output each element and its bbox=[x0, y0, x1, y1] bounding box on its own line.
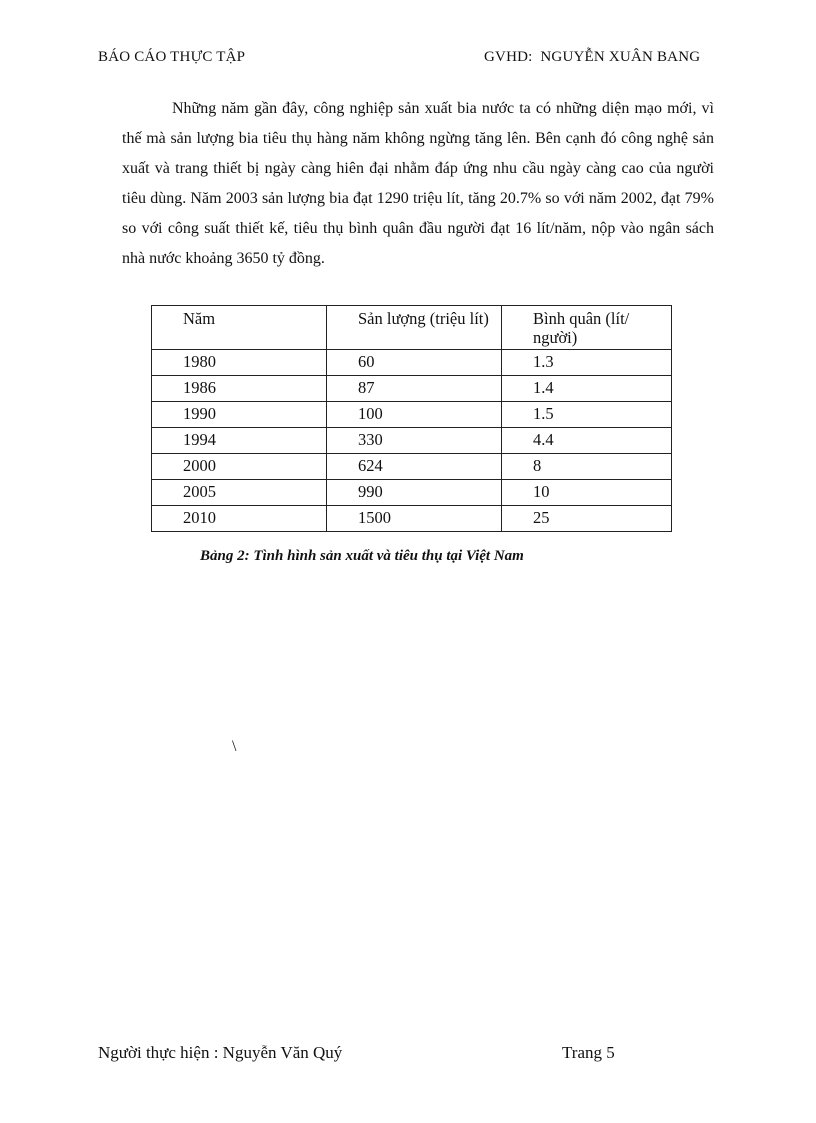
cell-output: 624 bbox=[327, 454, 502, 480]
cell-per-capita: 4.4 bbox=[502, 428, 672, 454]
table-row bbox=[152, 402, 672, 428]
cell-per-capita: 1.5 bbox=[502, 402, 672, 428]
cell-per-capita: 8 bbox=[502, 454, 672, 480]
cell-year: 1994 bbox=[152, 428, 327, 454]
cell-per-capita: 25 bbox=[502, 506, 672, 532]
cell-output: 990 bbox=[327, 480, 502, 506]
table-row bbox=[152, 376, 672, 402]
cell-year: 2005 bbox=[152, 480, 327, 506]
beer-production-table bbox=[151, 305, 672, 532]
cell-output: 87 bbox=[327, 376, 502, 402]
cell-year: 2000 bbox=[152, 454, 327, 480]
cell-year: 2010 bbox=[152, 506, 327, 532]
cell-per-capita: 1.4 bbox=[502, 376, 672, 402]
header-cell-output: Sản lượng (triệu lít) bbox=[327, 306, 502, 350]
table-row bbox=[152, 428, 672, 454]
table-row bbox=[152, 350, 672, 376]
cell-year: 1980 bbox=[152, 350, 327, 376]
cell-per-capita: 1.3 bbox=[502, 350, 672, 376]
table-row bbox=[152, 454, 672, 480]
cell-per-capita: 10 bbox=[502, 480, 672, 506]
table-row bbox=[152, 506, 672, 532]
footer-page-number: Trang 5 bbox=[562, 1043, 615, 1062]
stray-backslash-mark: \ bbox=[232, 738, 237, 755]
footer-author: Người thực hiện : Nguyễn Văn Quý bbox=[98, 1043, 343, 1062]
table-row bbox=[152, 480, 672, 506]
body-paragraph: Những năm gần đây, công nghiệp sản xuất bia nước ta có những diện mạo mới, vì thế mà sản lượng bia tiêu thụ hàng năm không ngừng tăng lên. Bên cạnh đó công nghệ sản xuất và trang thiết bị ngày càng hiên đại nhằm đáp ứng nhu cầu ngày càng cao của người tiêu dùng. Năm 2003 sản lượng bia đạt 1290 triệu lít, tăng 20.7% so với năm 2002, đạt 79% so với công suất thiết kế, tiêu thụ bình quân đầu người đạt 16 lít/năm, nộp vào ngân sách nhà nước khoảng 3650 tỷ đồng. bbox=[122, 100, 714, 267]
header-supervisor: GVHD: NGUYỄN XUÂN BANG bbox=[484, 49, 701, 65]
table-header-row bbox=[152, 306, 672, 350]
cell-output: 60 bbox=[327, 350, 502, 376]
cell-output: 1500 bbox=[327, 506, 502, 532]
header-cell-per-capita: Bình quân (lít/ người) bbox=[502, 306, 672, 350]
cell-year: 1986 bbox=[152, 376, 327, 402]
cell-output: 330 bbox=[327, 428, 502, 454]
table-caption: Bảng 2: Tình hình sản xuất và tiêu thụ tại Việt Nam bbox=[200, 548, 524, 564]
header-report-title: BÁO CÁO THỰC TẬP bbox=[98, 49, 246, 65]
cell-output: 100 bbox=[327, 402, 502, 428]
header-cell-year: Năm bbox=[152, 306, 327, 350]
cell-year: 1990 bbox=[152, 402, 327, 428]
